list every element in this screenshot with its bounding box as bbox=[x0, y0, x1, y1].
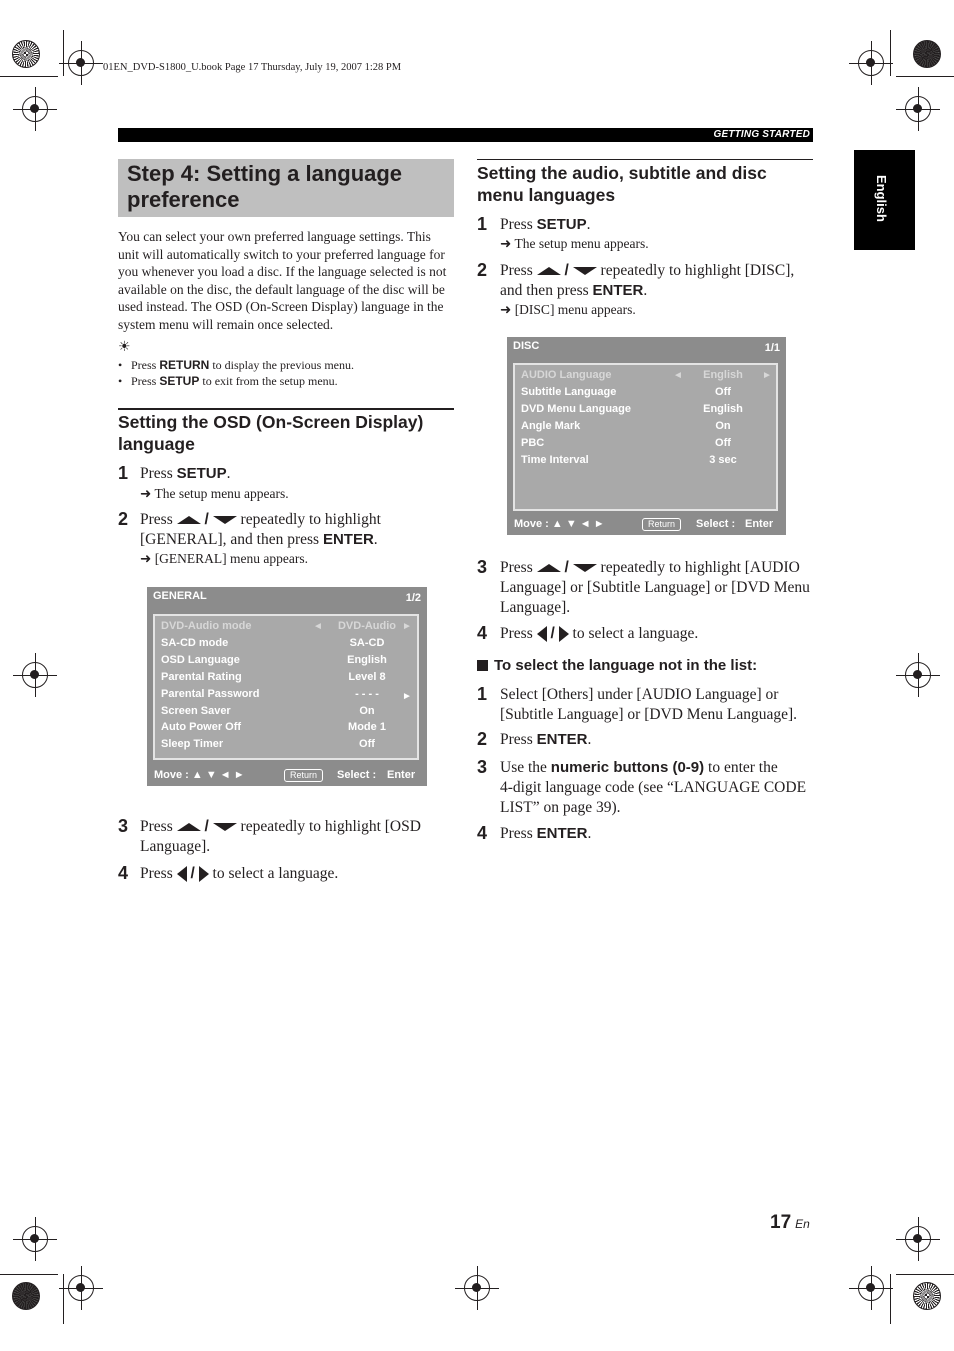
step-text: Press / repeatedly to highlight [DISC], and then press ENTER. bbox=[500, 262, 795, 299]
crosshair-target-icon bbox=[905, 1226, 931, 1252]
step-text: Select [Others] under [AUDIO Language] or [Subtitle Language] or [DVD Menu Language]. bbox=[500, 686, 797, 723]
tip-icon: ☀ bbox=[118, 340, 131, 355]
menu-footer: Move : ▲ ▼ ◄ ► Return Select : Enter bbox=[154, 769, 416, 781]
result-note: ➜ [GENERAL] menu appears. bbox=[140, 551, 309, 566]
crop-mark bbox=[890, 1274, 891, 1324]
result-note: ➜ The setup menu appears. bbox=[140, 486, 289, 501]
enter-label: Enter bbox=[745, 518, 774, 530]
step-text: Press ENTER. bbox=[500, 825, 592, 842]
menu-row[interactable]: Sleep Timer Off bbox=[161, 738, 375, 750]
up-arrow-icon bbox=[537, 267, 561, 275]
move-arrows-icon: ▲ ▼ ◄ ► bbox=[551, 518, 605, 530]
menu-page: 1/2 bbox=[405, 592, 421, 604]
left-arrow-icon bbox=[177, 866, 187, 882]
audio-subtitle-heading: Setting the audio, subtitle and disc menu languages bbox=[477, 163, 767, 205]
section-rule bbox=[118, 408, 454, 410]
tips-block bbox=[118, 340, 454, 389]
menu-row[interactable]: DVD-Audio mode ◄ DVD-Audio ► bbox=[161, 620, 412, 632]
color-rosette-icon bbox=[12, 1282, 40, 1310]
step-number: 3 bbox=[477, 757, 488, 777]
step-number: 3 bbox=[118, 816, 129, 836]
crop-mark bbox=[63, 1274, 64, 1324]
crop-mark bbox=[890, 30, 891, 76]
up-arrow-icon bbox=[537, 564, 561, 572]
square-bullet-icon bbox=[477, 660, 488, 671]
step-text: Press / to select a language. bbox=[140, 865, 339, 882]
general-menu-screen bbox=[147, 587, 427, 786]
osd-language-heading: Setting the OSD (On-Screen Display) language bbox=[118, 412, 424, 454]
right-arrow-icon bbox=[199, 866, 209, 882]
menu-row[interactable]: Parental Password - - - - ► bbox=[161, 688, 412, 702]
crosshair-target-icon bbox=[464, 1275, 490, 1301]
color-rosette-icon bbox=[913, 40, 941, 68]
crop-mark bbox=[896, 1274, 954, 1275]
menu-row[interactable]: Parental Rating Level 8 bbox=[161, 671, 386, 683]
menu-row[interactable]: DVD Menu Language English bbox=[521, 403, 743, 415]
crosshair-target-icon bbox=[858, 1275, 884, 1301]
step-number: 1 bbox=[477, 684, 488, 704]
menu-row[interactable]: Angle Mark On bbox=[521, 420, 731, 432]
menu-title: DISC bbox=[513, 340, 540, 352]
enter-label: Enter bbox=[387, 769, 416, 781]
up-arrow-icon bbox=[177, 516, 201, 524]
down-arrow-icon bbox=[213, 516, 237, 524]
disc-menu-screen bbox=[507, 337, 786, 535]
crosshair-target-icon bbox=[858, 50, 884, 76]
step-text: Press ENTER. bbox=[500, 731, 592, 748]
menu-list bbox=[153, 614, 419, 760]
tip-item: • Press SETUP to exit from the setup menu. bbox=[118, 374, 338, 388]
crosshair-target-icon bbox=[22, 1226, 48, 1252]
crop-mark bbox=[0, 1274, 58, 1275]
color-rosette-icon bbox=[913, 1282, 941, 1310]
right-arrow-icon bbox=[559, 626, 569, 642]
color-rosette-icon bbox=[12, 40, 40, 68]
crosshair-target-icon bbox=[68, 50, 94, 76]
intro-paragraph: You can select your own preferred language settings. This unit will automatically switch to your preferred language for you whenever you load a disc. If the language selected is not available on the disc, the default language of the disc will be used instead. The OSD (On-Screen Display) language in the system menu will remain once selected. bbox=[118, 229, 447, 332]
page-number: 17 En bbox=[770, 1212, 810, 1233]
menu-row[interactable]: Screen Saver On bbox=[161, 705, 375, 717]
step-number: 1 bbox=[477, 214, 488, 234]
section-rule bbox=[477, 159, 813, 160]
step-text: Press SETUP. bbox=[140, 465, 231, 482]
crosshair-target-icon bbox=[905, 96, 931, 122]
step-number: 3 bbox=[477, 557, 488, 577]
step-number: 4 bbox=[477, 623, 488, 643]
menu-row[interactable]: AUDIO Language ◄ English ► bbox=[521, 369, 772, 381]
return-button[interactable]: Return bbox=[642, 518, 681, 531]
page-title: Step 4: Setting a language preference bbox=[127, 161, 403, 212]
return-button[interactable]: Return bbox=[284, 769, 323, 782]
up-arrow-icon bbox=[177, 823, 201, 831]
menu-row[interactable]: Auto Power Off Mode 1 bbox=[161, 721, 386, 733]
menu-list bbox=[513, 363, 778, 511]
left-arrow-icon bbox=[537, 626, 547, 642]
step-number: 4 bbox=[118, 863, 129, 883]
menu-row[interactable]: SA-CD mode SA-CD bbox=[161, 637, 385, 649]
move-arrows-icon: ▲ ▼ ◄ ► bbox=[191, 769, 245, 781]
menu-row[interactable]: PBC Off bbox=[521, 437, 731, 449]
result-note: ➜ The setup menu appears. bbox=[500, 236, 649, 251]
section-banner bbox=[118, 128, 813, 142]
menu-row[interactable]: Time Interval 3 sec bbox=[521, 454, 737, 466]
step-text: Press / to select a language. bbox=[500, 625, 699, 642]
step-text: Use the numeric buttons (0-9) to enter the 4-digit language code (see “LANGUAGE CODE LIST” on page 39). bbox=[500, 759, 807, 816]
menu-row[interactable]: Subtitle Language Off bbox=[521, 386, 731, 398]
menu-row[interactable]: OSD Language English bbox=[161, 654, 387, 666]
down-arrow-icon bbox=[573, 267, 597, 275]
menu-footer: Move : ▲ ▼ ◄ ► Return Select : Enter bbox=[514, 518, 774, 530]
crosshair-target-icon bbox=[22, 662, 48, 688]
crosshair-target-icon bbox=[22, 96, 48, 122]
step-text: Press / repeatedly to highlight [AUDIO Language] or [Subtitle Language] or [DVD Menu Language]. bbox=[500, 559, 810, 616]
menu-page: 1/1 bbox=[764, 342, 780, 354]
crop-mark bbox=[63, 30, 64, 76]
not-in-list-heading: To select the language not in the list: bbox=[477, 657, 813, 674]
step-number: 2 bbox=[118, 509, 129, 529]
crosshair-target-icon bbox=[905, 662, 931, 688]
step-text: Press SETUP. bbox=[500, 216, 591, 233]
step-number: 1 bbox=[118, 463, 129, 483]
step-number: 4 bbox=[477, 823, 488, 843]
step-title-box bbox=[118, 159, 454, 217]
crosshair-target-icon bbox=[68, 1275, 94, 1301]
menu-title: GENERAL bbox=[153, 590, 207, 602]
tip-item: • Press RETURN to display the previous menu. bbox=[118, 358, 354, 372]
step-number: 2 bbox=[477, 260, 488, 280]
side-tab-label: English bbox=[874, 175, 889, 222]
step-number: 2 bbox=[477, 729, 488, 749]
result-note: ➜ [DISC] menu appears. bbox=[500, 302, 636, 317]
section-banner-label: GETTING STARTED bbox=[713, 129, 810, 140]
step-text: Press / repeatedly to highlight [OSD Language]. bbox=[140, 818, 421, 855]
down-arrow-icon bbox=[213, 823, 237, 831]
step-text: Press / repeatedly to highlight [GENERAL], and then press ENTER. bbox=[140, 511, 381, 548]
down-arrow-icon bbox=[573, 564, 597, 572]
crop-mark bbox=[0, 76, 58, 77]
crop-mark bbox=[896, 76, 954, 77]
file-header: 01EN_DVD-S1800_U.book Page 17 Thursday, July 19, 2007 1:28 PM bbox=[103, 62, 402, 73]
language-side-tab bbox=[854, 150, 915, 250]
